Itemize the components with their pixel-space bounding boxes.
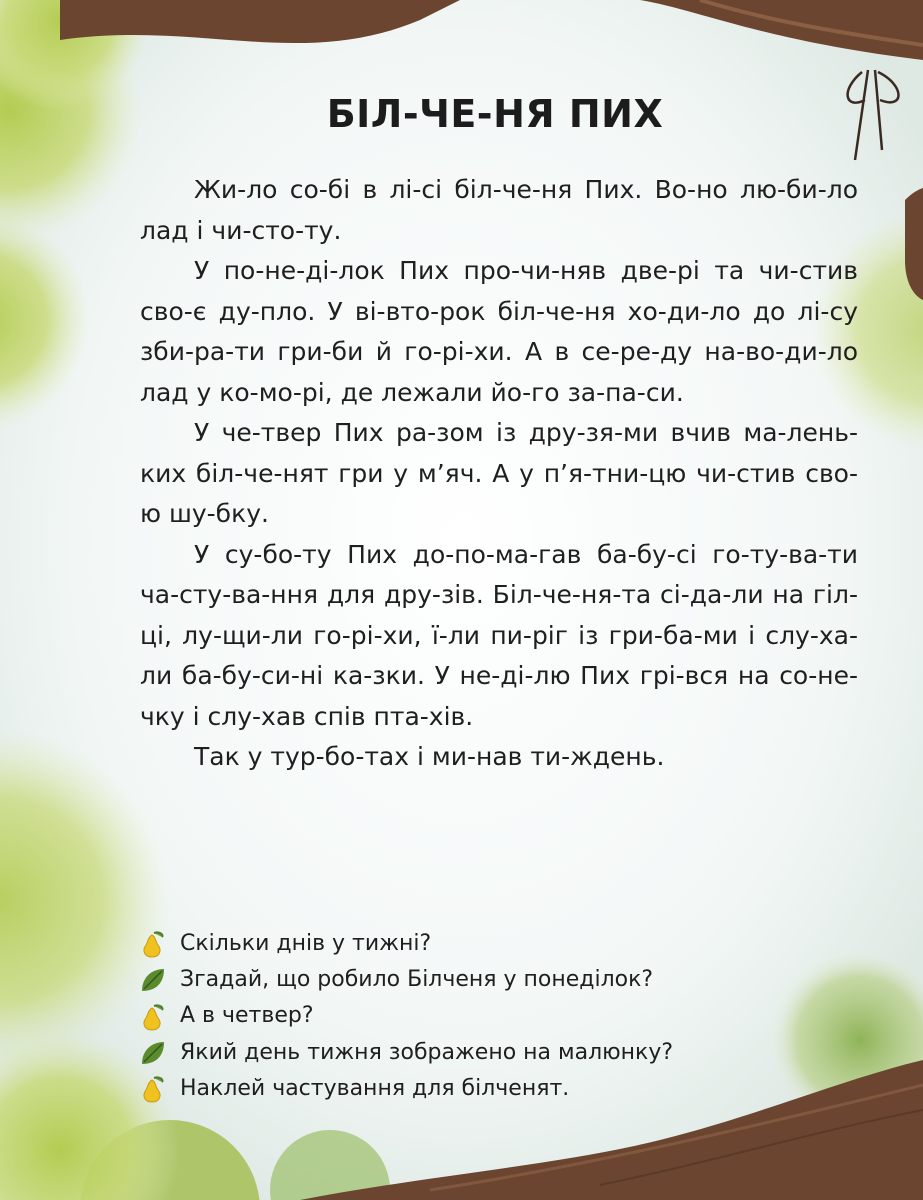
question-list — [138, 926, 778, 1107]
leaf-icon — [138, 965, 166, 995]
question-text: А в четвер? — [180, 1003, 314, 1029]
story-paragraph: Жи-ло со-бі в лі-сі біл-че-ня Пих. Во-но лю-би-ло лад і чи-сто-ту. — [140, 175, 858, 245]
pear-icon — [138, 929, 166, 959]
page-title: БІЛ-ЧЕ-НЯ ПИХ — [326, 92, 664, 136]
story-paragraph: У су-бо-ту Пих до-по-ма-гав ба-бу-сі го-ту-ва-ти ча-сту-ва-ння для дру-зів. Біл-че-ня-та сі-да-ли на гіл-ці, лу-щи-ли го-рі-хи, ї-ли пи-ріг із гри-ба-ми і слу-ха-ли ба-бу-си-ні ка-зки. У не-ді-лю Пих грі-вся на со-не-чку і слу-хав спів пта-хів. — [140, 539, 858, 731]
question-text: Скільки днів у тижні? — [180, 931, 432, 956]
question-text: Який день тижня зображено на малюнку? — [180, 1039, 674, 1065]
story-paragraph: У че-твер Пих ра-зом із дру-зя-ми вчив ма-лень-ких біл-че-нят гри у м’яч. А у п’я-тни-цю чи-стив сво-ю шу-бку. — [140, 418, 858, 528]
story-paragraph: Так у тур-бо-тах і ми-нав ти-ждень. — [194, 742, 665, 771]
question-item — [138, 998, 778, 1034]
story-text — [140, 170, 858, 778]
leaf-icon — [138, 1038, 166, 1068]
pear-icon — [138, 1074, 166, 1104]
question-text: Наклей частування для білченят. — [180, 1075, 570, 1101]
question-item — [138, 962, 778, 998]
story-paragraph: У по-не-ді-лок Пих про-чи-няв две-рі та чи-стив сво-є ду-пло. У ві-вто-рок біл-че-ня хо-ди-ло до лі-су зби-ра-ти гри-би й го-рі-хи. А в се-ре-ду на-во-ди-ло лад у ко-мо-рі, де лежали йо-го за-па-си. — [140, 256, 858, 407]
question-text: Згадай, що робило Білченя у понеділок? — [180, 967, 654, 993]
question-item — [138, 926, 778, 962]
question-item — [138, 1035, 778, 1071]
question-item — [138, 1071, 778, 1107]
pear-icon — [138, 1002, 166, 1032]
